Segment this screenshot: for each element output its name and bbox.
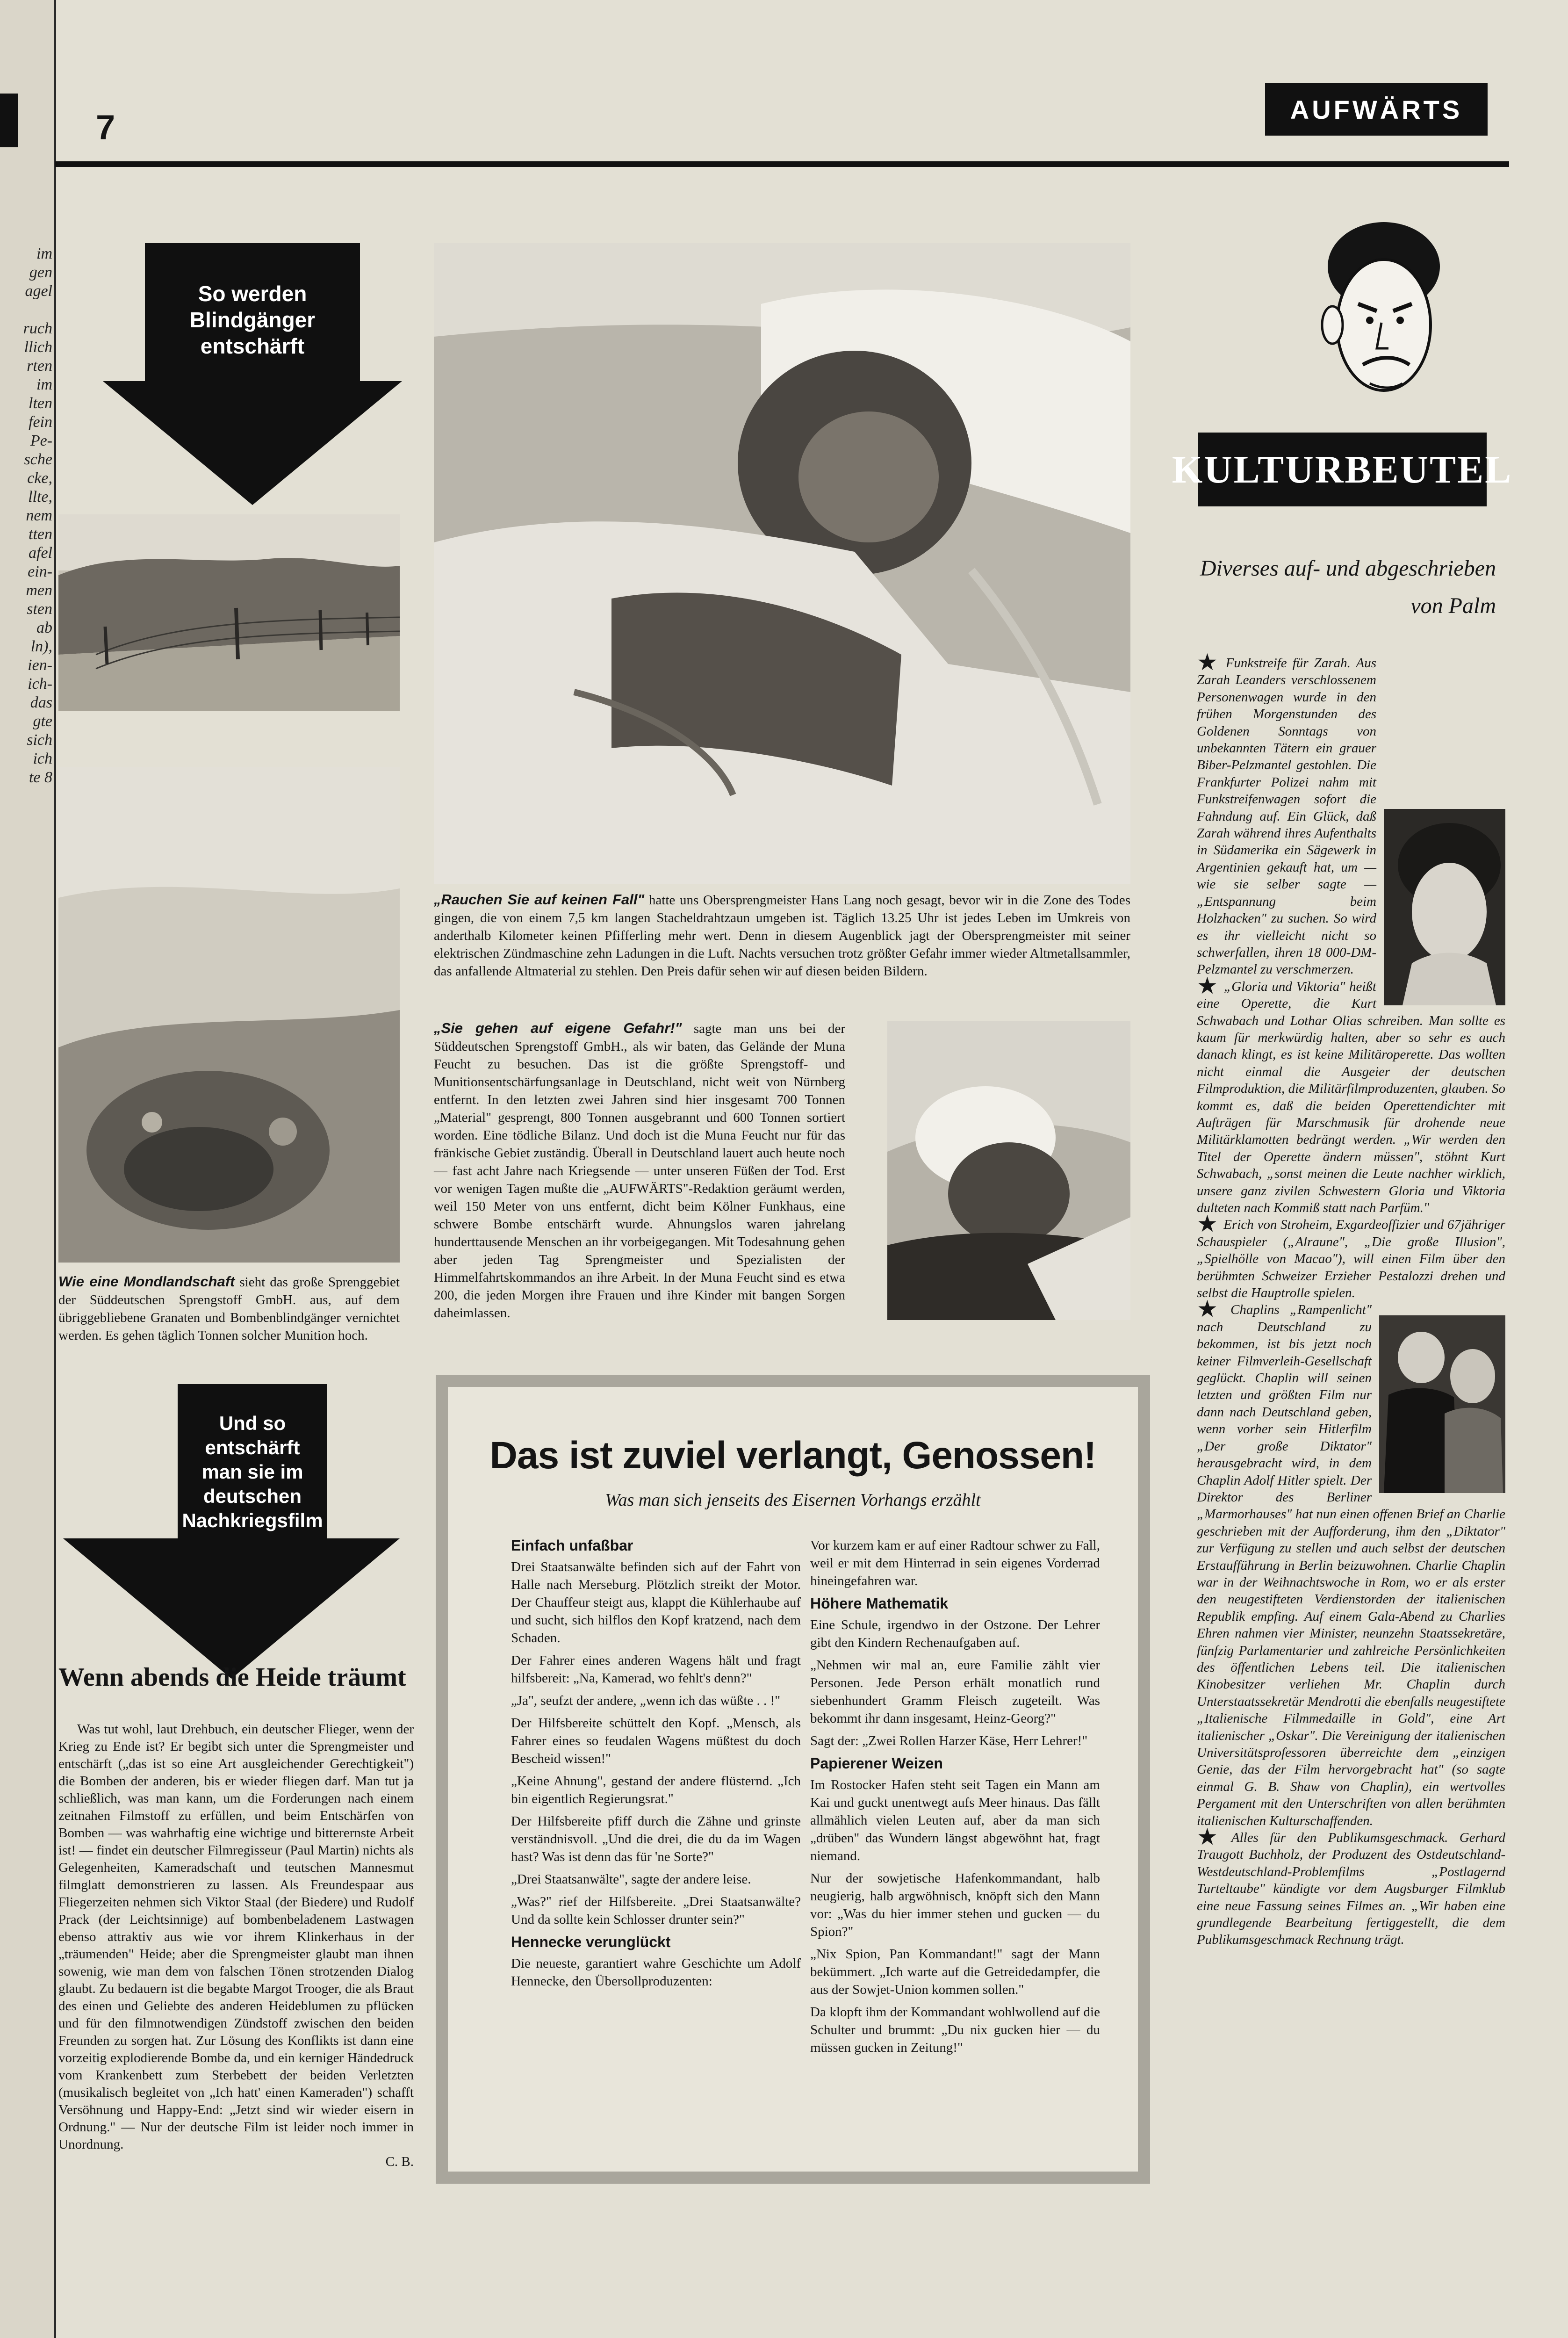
strip-fragment: im: [36, 245, 52, 262]
caption-text: sagte man uns bei der Süddeutschen Sprengstoff GmbH., als wir baten, das Gelände der Muna Feucht zu besuchen. Das ist die größte Sprengstoff- und Munitionsentschärfungsanlage in Deutschland, nicht weit von Nürnberg entfernt. In den letzten zwei Jahren sind hier insgesamt 700 Tonnen „Material" gesprengt, 800 Tonnen ausgebrannt und 600 Tonnen sortiert worden. Eine tödliche Bilanz. Und doch ist die Muna Feucht nur für das fränkische Gebiet zuständig. Überall in Deutschland lauert auch heute noch — fast acht Jahre nach Kriegsende — unter unseren Füßen der Tod. Erst vor wenigen Tagen mußte die „AUFWÄRTS"-Redaktion geräumt werden, weil 150 Meter von uns entfernt, dicht beim Kölner Funkhaus, eine schwere Bombe entschärft wurde. Ahnungslos waren jahrelang hunderttausende Menschen an ihr vorbeigegangen. Mit Todesahnung gehen aber jeden Tag Sprengmeister und Spezialisten der Himmelfahrtskommandos an ihre Arbeit. In der Muna Feucht sind es etwa 200, die jeden Morgen ihre Frauen und ihre Kinder mit bangen Sorgen daheimlassen.: [434, 1021, 845, 1321]
caption-gefahr: [434, 1019, 845, 1322]
box-paragraph: Sagt der: „Zwei Rollen Harzer Käse, Herr Lehrer!": [810, 1733, 1088, 1748]
box-paragraph: Der Hilfsbereite pfiff durch die Zähne und grinste verständnisvoll. „Und die drei, die du da im Wagen hast? Was ist denn das für 'ne Sorte?": [511, 1814, 801, 1864]
caption-lead: Wie eine Mondlandschaft: [58, 1273, 235, 1290]
kulturbeutel-item-text: Chaplins „Rampenlicht" nach Deutschland zu bekommen, ist bis jetzt noch keiner Filmverleih-Gesellschaft geglückt. Chaplin will seinen letzten und größten Film nur dann nach Deutschland geben, wenn vorher sein Hitlerfilm „Der große Diktator" herausgebracht wird, in dem Chaplin Adolf Hitler spielt. Der Direktor des Berliner „Marmorhauses" hat nun einen offenen Brief an Charlie geschrieben mit der Aufforderung, ihm den „Diktator" zur Verfügung zu stellen und auch selbst der deutschen Erstaufführung in Berlin beizuwohnen. Charlie Chaplin war in der Weihnachtswoche in Rom, wo er als erster den neugestifteten Verdienstorden der italienischen Republik empfing. Auf einem Gala-Abend zu Charlies Ehren nahmen vier Minister, neunzehn Staatssekretäre, fünfzig Parlamentarier und zahlreiche Persönlichkeiten des öffentlichen Lebens teil. Die italienischen Kinobesitzer verliehen Mr. Chaplin durch Unterstaatssekretär Mendrotti die ebenfalls neugestiftete „Italienische Filmmedaille in Gold", eine Art italienischer „Oskar". Die Vereinigung der italienischen Universitätsprofessoren überreichte dem „einzigen Genie, das der Film hervorgebracht hat" (so sagte einmal G. B. Shaw von Chaplin), ein wertvolles Pergament mit den Unterschriften von allen berühmten italienischen Kulturschaffenden.: [1197, 1302, 1505, 1828]
photo-moon-landscape-fence: [58, 514, 400, 711]
kulturbeutel-column: [1197, 649, 1505, 1948]
kulturbeutel-item-text: Funkstreife für Zarah. Aus Zarah Leanders verschlossenem Personenwagen wurde in den frühen Morgenstunden des Goldenen Sonntags von unbekannten Tätern ein grauer Biber-Pelzmantel gestohlen. Die Frankfurter Polizei nahm mit Funkstreifenwagen sofort die Fahndung auf. Ein Glück, daß Zarah während ihres Aufenthalts in Südamerika ein Sägewerk in Argentinien gekauft hat, um — wie sie selber sagte — „Entspannung beim Holzhacken" zu suchen. So wird es ihr vielleicht nicht so schwerfallen, ihren 18 000-DM-Pelzmantel zu verschmerzen.: [1197, 656, 1376, 977]
caption-mondlandschaft: [58, 1273, 400, 1344]
caption-text: sieht das große Sprenggebiet der Süddeutschen Sprengstoff GmbH. aus, auf dem übriggebliebene Granaten und Bombenblindgänger vernichtet werden. Es gehen täglich Tonnen solcher Munition hoch.: [58, 1275, 400, 1343]
box-paragraph: „Nix Spion, Pan Kommandant!" sagt der Mann bekümmert. „Ich warte auf die Getreidedampfer, die aus der Sowjet-Union kommen sollen.": [810, 1947, 1100, 1997]
strip-fragment: llte,: [28, 488, 52, 505]
box-paragraph: Eine Schule, irgendwo in der Ostzone. Der Lehrer gibt den Kindern Rechenaufgaben auf.: [810, 1617, 1100, 1650]
strip-fragment: sche: [24, 451, 52, 468]
strip-fragment: tten: [29, 526, 52, 543]
strip-fragment: sich: [27, 731, 52, 749]
photo-zarah-leander: [1384, 809, 1505, 1005]
strip-fragment: nem: [26, 507, 52, 524]
star-icon: ★: [1197, 1296, 1225, 1322]
strip-fragment: ein-: [28, 563, 52, 580]
strip-fragment: ien-: [28, 657, 52, 674]
box-heading: Höhere Mathematik: [810, 1595, 949, 1612]
box-heading: Papierener Weizen: [810, 1755, 943, 1772]
kulturbeutel-item-text: Erich von Stroheim, Exgardeoffizier und 67jähriger Schauspieler („Alraune", „Die große Illusion", „Spielhölle von Macao"), will einen Film über den berühmten Schweizer Erzieher Pestalozzi drehen und selbst die Hauptrolle spielen.: [1197, 1217, 1505, 1301]
strip-fragment: llich: [24, 339, 52, 356]
strip-fragment: gte: [33, 713, 52, 730]
box-heading: Hennecke verunglückt: [511, 1934, 671, 1950]
box-paragraph: Die neueste, garantiert wahre Geschichte um Adolf Hennecke, den Übersollproduzenten:: [511, 1956, 801, 1989]
heide-signature: C. B.: [385, 2154, 414, 2169]
caption-lead: „Rauchen Sie auf keinen Fall": [434, 891, 645, 908]
box-paragraph: „Drei Staatsanwälte", sagte der andere leise.: [511, 1872, 751, 1887]
box-paragraph: „Keine Ahnung", gestand der andere flüsternd. „Ich bin eigentlich Regierungsrat.": [511, 1774, 801, 1806]
box-paragraph: Nur der sowjetische Hafenkommandant, halb neugierig, halb argwöhnisch, knöpft sich den Mann vor: „Was du hier immer stehen und gucken — du Spion?": [810, 1871, 1100, 1939]
article-body-heide: [58, 1721, 414, 2171]
anecdotes-box: [436, 1375, 1150, 2184]
arrow-text: So werden Blindgänger entschärft: [189, 281, 316, 358]
box-paragraph: Drei Staatsanwälte befinden sich auf der Fahrt von Halle nach Merseburg. Plötzlich streikt der Motor. Der Chauffeur steigt aus, klappt die Kühlerhaube auf und sucht, sich hilflos den Kopf kratzend, nach dem Schaden.: [511, 1559, 801, 1645]
kulturbeutel-item: [1197, 1211, 1505, 1301]
heide-text: Was tut wohl, laut Drehbuch, ein deutscher Flieger, wenn der Krieg zu Ende ist? Er begibt sich unter die Sprengmeister und entschärft („das ist so eine Art ausgleichender Gerechtigkeit") die Bomben der anderen, bis er wieder fliegen darf. Man tut ja schließlich, was man kann, um die Forderungen nach einem zeitnahen Filmstoff zu erfüllen, und beim Entschärfen von Bomben — was wahrhaftig eine wichtige und bitterernste Arbeit ist! — findet ein deutscher Filmregisseur (Paul Martin) nichts als Gelegenheiten, Kameradschaft und teutschen Mannesmut filmglatt demonstrieren zu lassen. Als Freundespaar aus Fliegerzeiten nehmen sich Viktor Staal (der Biedere) und Rudolf Prack (der Leichtsinnige) auf bombenbeladenem Lastwagen ebenso attraktiv aus wie vor ihrem Klinkerhaus in der „träumenden" Heide; aber die Sprengmeister glaubt man ihnen sowenig, wie man dem von falschen Tönen strotzenden Dialog glaubt. Zu bedauern ist die begabte Margot Trooger, die als Braut des einen und Geliebte des anderen Heideblumen zu pflücken und für den filmnotwendigen Zündstoff zwischen den beiden Freunden zu sorgen hat. Zur Lösung des Konflikts ist dann eine vorzeitig explodierende Bombe da, und ein kerniger Händedruck vom Krankenbett zum Sterbebett der beiden Verletzten (musikalisch begleitet von „Ich hatt' einen Kameraden") schafft Versöhnung und Happy-End: „Jetzt sind wir wieder eisern in Ordnung." — Nur der deutsche Film ist leider noch immer in Unordnung.: [58, 1722, 414, 2152]
kulturbeutel-subtitle: Diverses auf- und abgeschrieben: [1200, 556, 1496, 581]
star-icon: ★: [1197, 1824, 1226, 1850]
photo-chaplin: [1379, 1315, 1505, 1493]
star-icon: ★: [1197, 972, 1219, 999]
arrow-head: [103, 381, 402, 505]
strip-fragment: rten: [27, 357, 52, 375]
caricature-illustration: [1318, 215, 1440, 411]
box-subtitle: Was man sich jenseits des Eisernen Vorhangs erzählt: [605, 1490, 981, 1510]
caption-lead: „Sie gehen auf eigene Gefahr!": [434, 1020, 682, 1036]
strip-fragment: te 8: [29, 769, 52, 786]
strip-fragment: im: [36, 376, 52, 393]
strip-fragment: ich-: [28, 675, 52, 693]
previous-page-marker: [0, 94, 18, 147]
box-paragraph: „Nehmen wir mal an, eure Familie zählt vier Personen. Jede Person erhält monatlich rund siebenhundert Gramm Fleisch zugeteilt. Was bekommt ihr dann insgesamt, Heinz-Georg?": [810, 1658, 1100, 1726]
strip-fragment: agel: [25, 282, 52, 300]
box-paragraph: „Was?" rief der Hilfsbereite. „Drei Staatsanwälte? Und da sollte kein Schlosser drunter sein?": [511, 1894, 801, 1927]
strip-fragment: Pe-: [30, 432, 52, 449]
arrow-nachkriegsfilm: [63, 1384, 400, 1707]
strip-fragment: ln),: [30, 638, 52, 655]
previous-page-strip: [0, 0, 56, 2338]
caption-text: hatte uns Obersprengmeister Hans Lang noch gesagt, bevor wir in die Zone des Todes gingen, die von einem 7,5 km langen Stacheldrahtzaun umgeben ist. Täglich 13.25 Uhr ist jedes Leben im Umkreis von anderthalb Kilometer keinen Pfifferling mehr wert. Denn in diesem Augenblick jagt der Obersprengmeister mit seiner elektrischen Zündmaschine zehn Ladungen in die Luft. Nachts versuchen trotz größter Gefahr immer wieder Altmetallsammler, das anfallende Altmaterial zu stehlen. Den Preis dafür sehen wir auf diesen beiden Bildern.: [434, 893, 1130, 979]
star-icon: ★: [1197, 1211, 1218, 1237]
brand-banner: AUFWÄRTS: [1265, 83, 1488, 136]
strip-fragment: cke,: [27, 469, 52, 487]
strip-fragment: ich: [33, 750, 52, 767]
strip-fragment: ab: [36, 619, 52, 636]
box-title: Das ist zuviel verlangt, Genossen!: [489, 1434, 1096, 1477]
kulturbeutel-title: KULTURBEUTEL: [1198, 433, 1487, 506]
strip-fragment: das: [30, 694, 52, 711]
photo-injured-man: [434, 243, 1130, 884]
photo-crater: [58, 767, 400, 1263]
kulturbeutel-item-text: „Gloria und Viktoria" heißt eine Operette, die Kurt Schwabach und Lothar Olias schreiben. Man sollte es kaum für merkwürdig halten, aber so sehr es auch danach klingt, es ist keine Militäroperette. Das wollten nicht einmal die Ausgeier der deutschen Filmproduktion, die Militärfilmproduzenten, glauben. So kommt es, daß die beiden Operettendichter mit Aufträgen für Marschmusik für drohende neue Militärklamotten bedrängt werden. „Wir werden den Titel der Operette ändern müssen", stöhnt Kurt Schwabach, „sonst meinen die Leute nachher wirklich, unsere ganz zivilen Schwestern Gloria und Viktoria dulteten nach Kommiß statt nach Parfüm.": [1197, 979, 1505, 1215]
page-number: 7: [96, 108, 115, 147]
strip-fragment: ruch: [23, 320, 52, 337]
box-paragraph: Vor kurzem kam er auf einer Radtour schwer zu Fall, weil er mit dem Hinterrad in sein eigenes Vorderrad hineingefahren war.: [810, 1538, 1100, 1588]
strip-fragment: fein: [29, 413, 52, 431]
header-rule: [55, 161, 1509, 167]
caption-rauchen: [434, 891, 1130, 980]
kulturbeutel-item: [1197, 1824, 1505, 1948]
arrow-head: [63, 1538, 400, 1679]
strip-fragment: men: [26, 582, 52, 599]
photo-bandaged-man: [887, 1021, 1130, 1320]
strip-fragment: gen: [29, 264, 52, 281]
box-paragraph: Im Rostocker Hafen steht seit Tagen ein Mann am Kai und guckt unentwegt aufs Meer hinaus. Das fällt allmählich vielen Leuten auf, aber da man sich „drüben" das Wundern längst abgewöhnt hat, fragt niemand.: [810, 1777, 1100, 1863]
kulturbeutel-author: von Palm: [1410, 593, 1496, 618]
box-heading: Einfach unfaßbar: [511, 1537, 633, 1554]
kulturbeutel-item: [1197, 972, 1505, 1217]
box-paragraph: Der Hilfsbereite schüttelt den Kopf. „Mensch, als Fahrer eines so feudalen Wagens müßtest du doch Bescheid wissen!": [511, 1716, 801, 1766]
kulturbeutel-item-text: Alles für den Publikumsgeschmack. Gerhard Traugott Buchholz, der Produzent des Ostdeutschland-Westdeutschland-Problemfilms „Postlagernd Turteltaube" kündigte vor dem Augsburger Filmklub eine neue Fassung seines Filmes an. „Wir haben eine grundlegende Bearbeitung fertiggestellt, die dem Publikumsgeschmack Rechnung trägt.: [1197, 1830, 1505, 1948]
box-column-right: [810, 1537, 1100, 2061]
box-paragraph: Der Fahrer eines anderen Wagens hält und fragt hilfsbereit: „Na, Kamerad, wo fehlt's denn?": [511, 1653, 801, 1686]
star-icon: ★: [1197, 649, 1220, 675]
strip-fragment: sten: [27, 600, 52, 618]
box-paragraph: „Ja", seufzt der andere, „wenn ich das wüßte . . !": [511, 1693, 781, 1708]
box-column-left: [511, 1537, 801, 1995]
arrow-blindgaenger: [103, 243, 402, 505]
strip-fragment: afel: [29, 544, 52, 562]
article-title-heide: Wenn abends die Heide träumt: [58, 1663, 406, 1692]
box-paragraph: Da klopft ihm der Kommandant wohlwollend auf die Schulter und brummt: „Du nix gucken hier — du müssen gucken in Zeitung!": [810, 2005, 1100, 2055]
strip-fragment: lten: [29, 395, 52, 412]
arrow-text: Und so entschärft man sie im deutschen Nachkriegsfilm: [182, 1412, 323, 1531]
